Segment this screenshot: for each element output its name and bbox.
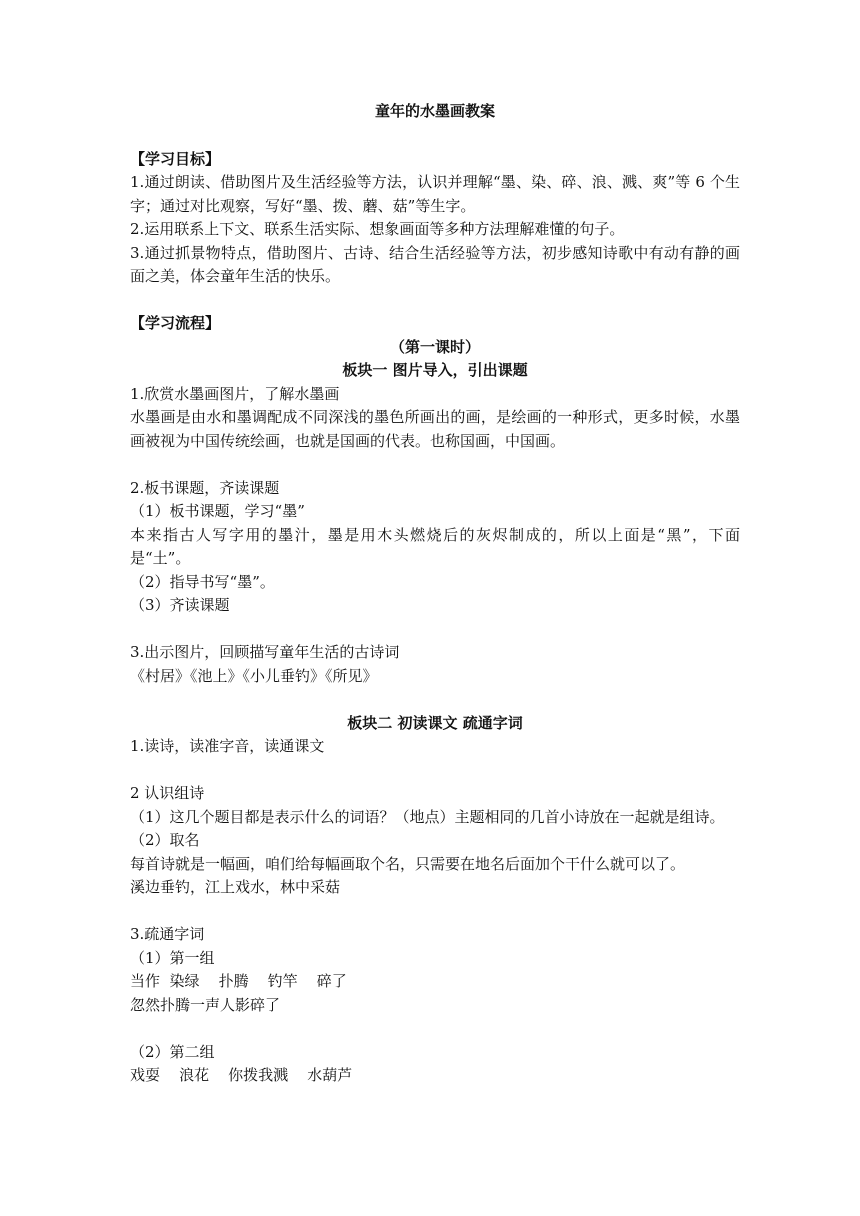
block2-step2-title: 2 认识组诗 xyxy=(130,784,205,802)
objective-item: 2.运用联系上下文、联系生活实际、想象画面等多种方法理解难懂的句子。 xyxy=(130,220,625,238)
group1-phrase: 忽然扑腾一声人影碎了 xyxy=(130,995,281,1014)
document-page xyxy=(130,100,740,1088)
block1-step2-sub1: （1）板书课题，学习“墨” xyxy=(130,502,305,520)
block2-title: 板块二 初读课文 疏通字词 xyxy=(347,713,523,732)
objective-item: 1.通过朗读、借助图片及生活经验等方法，认识并理解“墨、染、碎、浪、溅、爽”等 6 个生字；通过对比观察，写好“墨、拨、蘑、菇”等生字。 xyxy=(130,173,740,215)
block2-step2-names: 溪边垂钓，江上戏水，林中采菇 xyxy=(130,878,341,896)
lesson-label: （第一课时） xyxy=(389,337,480,356)
block1-title: 板块一 图片导入，引出课题 xyxy=(342,361,528,379)
document-title: 童年的水墨画教案 xyxy=(374,102,495,120)
group2-words: 戏耍 浪花 你拨我溅 水葫芦 xyxy=(130,1066,353,1084)
block1-step2-text: 本来指古人写字用的墨汁，墨是用木头燃烧后的灰烬制成的，所以上面是“黑”，下面是“土”。 xyxy=(130,525,740,567)
block1-step1-text: 水墨画是由水和墨调配成不同深浅的墨色所画出的画，是绘画的一种形式，更多时候，水墨画被视为中国传统绘画，也就是国画的代表。也称国画，中国画。 xyxy=(130,408,740,450)
group1-title: （1）第一组 xyxy=(130,948,215,967)
process-heading: 【学习流程】 xyxy=(130,314,221,332)
objectives-heading: 【学习目标】 xyxy=(130,149,221,168)
block2-step3-title: 3.疏通字词 xyxy=(130,925,205,943)
block1-step3-title: 3.出示图片，回顾描写童年生活的古诗词 xyxy=(130,643,400,661)
block1-step2-sub3: （3）齐读课题 xyxy=(130,596,230,614)
block1-step2-title: 2.板书课题，齐读课题 xyxy=(130,478,280,497)
block2-step2-sub2: （2）取名 xyxy=(130,831,200,849)
block2-step2-sub1: （1）这几个题目都是表示什么的词语？（地点）主题相同的几首小诗放在一起就是组诗。 xyxy=(130,807,725,826)
block1-step1-title: 1.欣赏水墨画图片，了解水墨画 xyxy=(130,384,340,403)
group1-words: 当作 染绿 扑腾 钓竿 碎了 xyxy=(130,972,347,990)
objective-item: 3.通过抓景物特点，借助图片、古诗、结合生活经验等方法，初步感知诗歌中有动有静的画面之美，体会童年生活的快乐。 xyxy=(130,243,740,285)
group2-title: （2）第二组 xyxy=(130,1042,215,1061)
block1-step2-sub2: （2）指导书写“墨”。 xyxy=(130,572,275,591)
block1-step3-text: 《村居》《池上》《小儿垂钓》《所见》 xyxy=(130,666,378,685)
block2-step2-text: 每首诗就是一幅画，咱们给每幅画取个名，只需要在地名后面加个干什么就可以了。 xyxy=(130,854,686,873)
block2-step1-title: 1.读诗，读准字音，读通课文 xyxy=(130,737,325,755)
